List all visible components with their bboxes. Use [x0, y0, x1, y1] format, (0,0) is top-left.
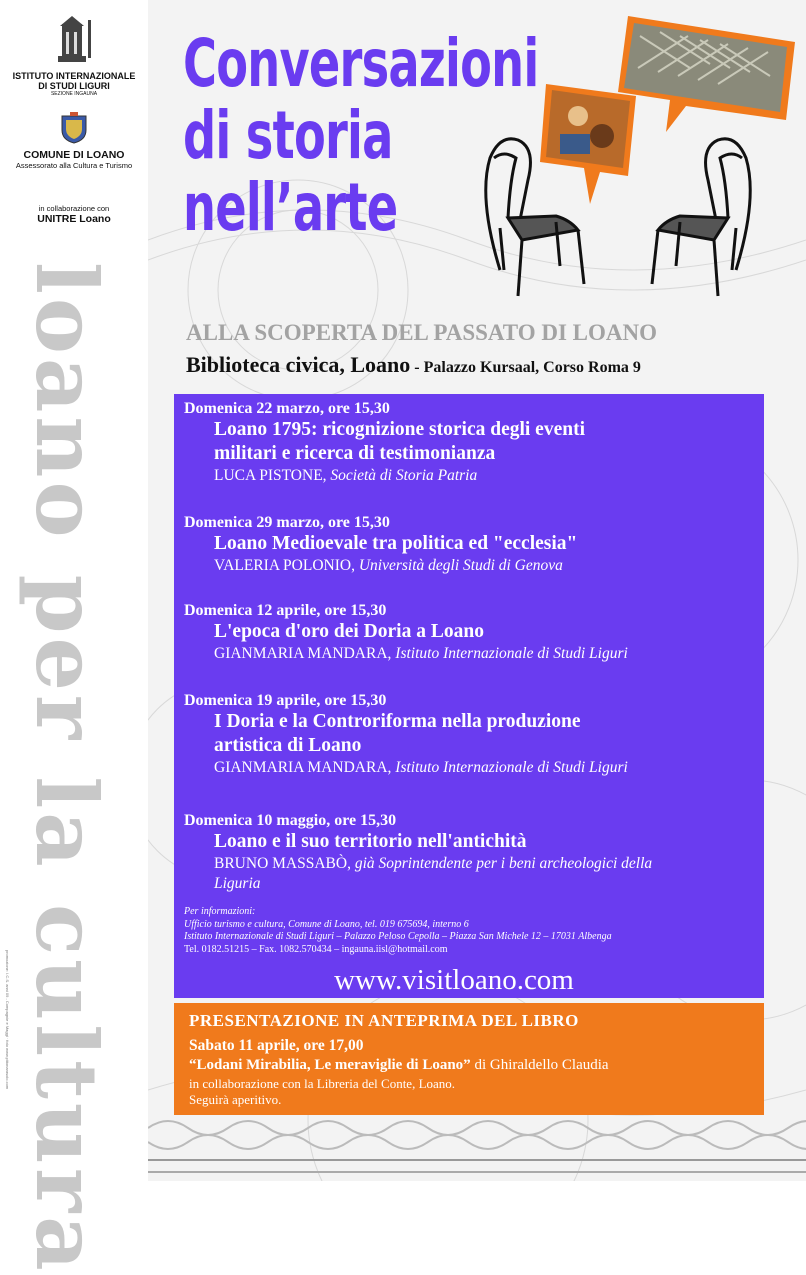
events-panel: [174, 394, 764, 998]
institute-name-line2: DI STUDI LIGURI: [38, 81, 110, 91]
venue-main: Biblioteca civica, Loano: [186, 352, 411, 377]
speaker-affiliation: Istituto Internazionale di Studi Liguri: [395, 645, 628, 662]
collaboration-intro: in collaborazione con: [38, 204, 110, 213]
event-speaker: GIANMARIA MANDARA, Istituto Internazionale di Studi Liguri: [214, 759, 628, 776]
book-title: “Lodani Mirabilia, Le meraviglie di Loano”: [189, 1057, 471, 1073]
event-title-line: militari e ricerca di testimonianza: [214, 443, 496, 464]
event-speaker: LUCA PISTONE, Società di Storia Patria: [214, 467, 478, 484]
speaker-affiliation: Società di Storia Patria: [330, 467, 478, 484]
title-line-3: nell’arte: [183, 169, 398, 246]
speech-bubble-painting: [540, 84, 636, 204]
comune-department: Assessorato alla Cultura e Turismo: [15, 161, 133, 170]
book-presentation-panel: [174, 1003, 764, 1115]
comune-crest-icon: [0, 112, 148, 144]
side-credit: [2, 950, 10, 1110]
speaker-name: VALERIA POLONIO: [214, 557, 352, 574]
event-title-line: artistica di Loano: [214, 735, 362, 756]
title-line-2: di storia: [183, 97, 393, 174]
venue-detail: Palazzo Kursaal, Corso Roma 9: [423, 359, 641, 376]
vertical-slogan: [17, 262, 116, 1275]
subtitle: ALLA SCOPERTA DEL PASSATO DI LOANO: [186, 320, 658, 345]
event-date: Domenica 19 aprile, ore 15,30: [184, 692, 387, 709]
event-title-line: I Doria e la Controriforma nella produzione: [214, 711, 581, 732]
event-4: [184, 692, 759, 778]
info-line-1: Ufficio turismo e cultura, Comune di Loano, tel. 019 675694, interno 6: [184, 918, 469, 930]
vertical-slogan-text: loano per la cultura: [17, 262, 116, 1275]
institute-logo-block: [0, 12, 148, 98]
chair-right-icon: [652, 139, 750, 296]
event-speaker: VALERIA POLONIO, Università degli Studi di Genova: [214, 557, 563, 574]
book-collaboration: in collaborazione con la Libreria del Conte, Loano.: [189, 1076, 456, 1091]
book-author: di Ghiraldello Claudia: [470, 1057, 609, 1073]
speaker-affiliation: Istituto Internazionale di Studi Liguri: [395, 759, 628, 776]
website-link[interactable]: www.visitloano.com: [334, 964, 574, 996]
info-line-2: Istituto Internazionale di Studi Liguri – Palazzo Peloso Cepolla – Piazza San Michele 12 – 17031 Albenga: [184, 931, 612, 942]
venue-separator: -: [410, 359, 424, 376]
collaboration-block: [0, 204, 148, 225]
info-heading: Per informazioni:: [184, 906, 256, 917]
speaker-affiliation: Università degli Studi di Genova: [358, 557, 563, 574]
title-line-1: Conversazioni: [183, 25, 539, 102]
book-heading: PRESENTAZIONE IN ANTEPRIMA DEL LIBRO: [189, 1011, 579, 1030]
institute-name-line1: ISTITUTO INTERNAZIONALE: [12, 71, 136, 81]
speaker-name: GIANMARIA MANDARA: [214, 645, 388, 662]
book-line: [189, 1057, 609, 1074]
speaker-affiliation: già Soprintendente per i beni archeologici della: [354, 855, 653, 872]
event-2: [184, 514, 759, 576]
event-date: Domenica 29 marzo, ore 15,30: [184, 514, 390, 531]
chairs-illustration: [460, 8, 806, 318]
comune-name: COMUNE DI LOANO: [23, 149, 125, 161]
institute-section: SEZIONE INGAUNA: [50, 91, 98, 97]
left-column: [0, 0, 148, 1275]
contact-info: [184, 906, 612, 956]
event-5: [184, 812, 759, 894]
event-title-line: L'epoca d'oro dei Doria a Loano: [214, 621, 484, 642]
institute-logo-icon: [0, 12, 148, 66]
event-title-line: Loano Medioevale tra politica ed "ecclesia": [214, 533, 578, 554]
book-date: Sabato 11 aprile, ore 17,00: [189, 1037, 364, 1054]
event-date: Domenica 10 maggio, ore 15,30: [184, 812, 397, 829]
speaker-name: GIANMARIA MANDARA: [214, 759, 388, 776]
book-note: Seguirà aperitivo.: [189, 1092, 282, 1107]
speaker-name: BRUNO MASSABÒ: [214, 855, 348, 872]
event-date: Domenica 22 marzo, ore 15,30: [184, 400, 390, 417]
speaker-name: LUCA PISTONE: [214, 467, 323, 484]
event-speaker: GIANMARIA MANDARA, Istituto Internazionale di Studi Liguri: [214, 645, 628, 662]
event-date: Domenica 12 aprile, ore 15,30: [184, 602, 387, 619]
event-3: [184, 602, 759, 664]
collaboration-name: UNITRE Loano: [37, 213, 111, 225]
side-credit-text: promozione: I.C.S. anni 09 - Compagnie e Maggi · foto www.pittonarasolo.com: [5, 950, 10, 1090]
speaker-affiliation-cont: Liguria: [214, 875, 261, 892]
event-title-line: Loano 1795: ricognizione storica degli eventi: [214, 419, 585, 440]
event-title-line: Loano e il suo territorio nell'antichità: [214, 831, 527, 852]
comune-logo-block: [0, 112, 148, 170]
event-speaker: BRUNO MASSABÒ, già Soprintendente per i beni archeologici della: [214, 855, 653, 872]
speech-bubble-mosaic: [618, 16, 795, 132]
info-line-3: Tel. 0182.51215 – Fax. 1082.570434 – ingauna.iisl@hotmail.com: [184, 943, 448, 955]
event-speaker-cont: [214, 874, 759, 894]
venue: [186, 352, 641, 378]
event-1: [184, 400, 759, 486]
